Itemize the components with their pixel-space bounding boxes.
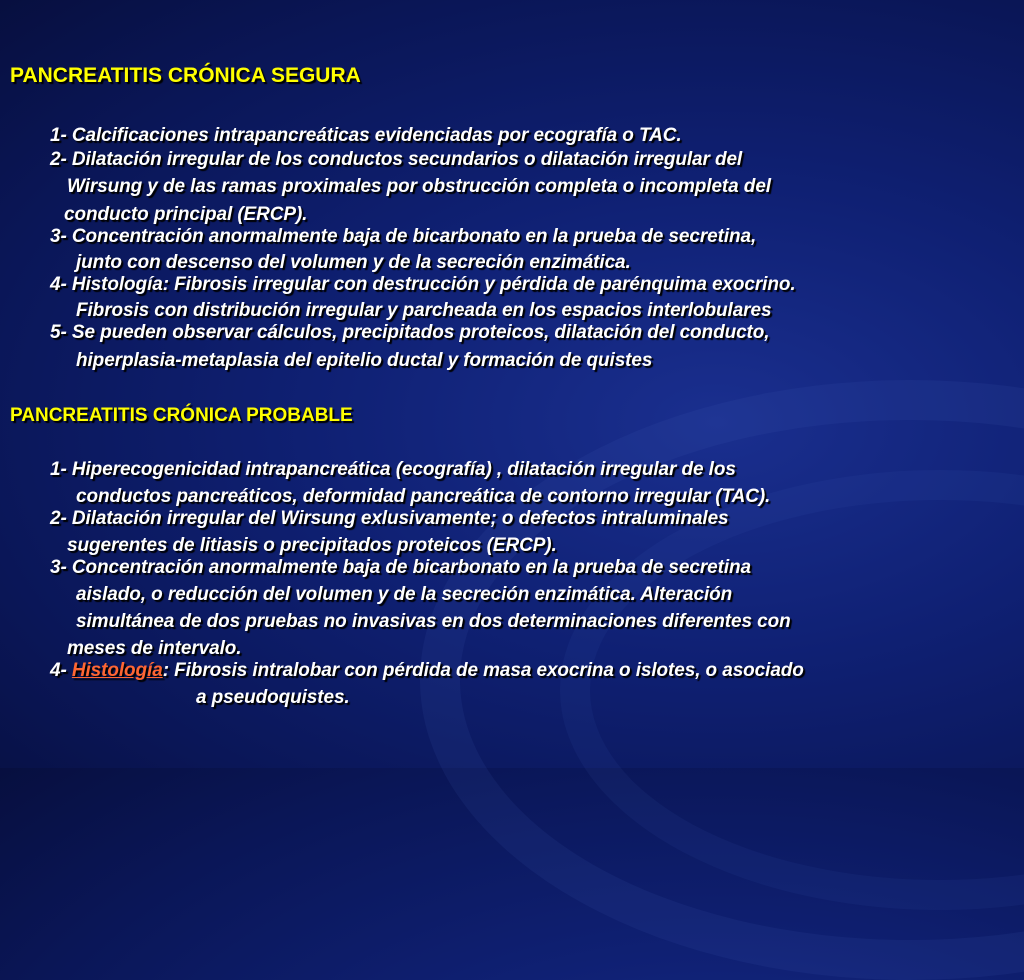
criterion-line: 5- Se pueden observar cálculos, precipitados proteicos, dilatación del conducto, — [50, 322, 770, 343]
criterion-line: 2- Dilatación irregular de los conductos secundarios o dilatación irregular del — [50, 149, 743, 170]
criterion-line: Wirsung y de las ramas proximales por obstrucción completa o incompleta del — [67, 176, 771, 197]
criterion-line: hiperplasia-metaplasia del epitelio ductal y formación de quistes — [76, 350, 653, 371]
criterion-line: 1- Calcificaciones intrapancreáticas evidenciadas por ecografía o TAC. — [50, 125, 682, 146]
histologia-highlight: Histología — [71, 660, 163, 681]
item-text: : Fibrosis intralobar con pérdida de masa exocrina o islotes, o asociado — [162, 660, 804, 681]
criterion-line-histologia — [50, 660, 804, 682]
criterion-line: 1- Hiperecogenicidad intrapancreática (ecografía) , dilatación irregular de los — [50, 459, 736, 480]
criterion-line: conductos pancreáticos, deformidad pancreática de contorno irregular (TAC). — [76, 486, 771, 507]
section-title-segura: PANCREATITIS CRÓNICA SEGURA — [10, 64, 361, 87]
criterion-line: conducto principal (ERCP). — [64, 204, 308, 225]
criterion-line: simultánea de dos pruebas no invasivas en dos determinaciones diferentes con — [76, 611, 791, 632]
criterion-line: aislado, o reducción del volumen y de la secreción enzimática. Alteración — [76, 584, 733, 605]
criterion-line: 4- Histología: Fibrosis irregular con destrucción y pérdida de parénquima exocrino. — [50, 274, 796, 295]
criterion-line: meses de intervalo. — [67, 638, 242, 659]
section-title-probable: PANCREATITIS CRÓNICA PROBABLE — [10, 405, 353, 426]
criterion-line: sugerentes de litiasis o precipitados proteicos (ERCP). — [67, 535, 557, 556]
criterion-line: junto con descenso del volumen y de la secreción enzimática. — [76, 252, 631, 273]
criterion-line: a pseudoquistes. — [196, 687, 350, 708]
criterion-line: 3- Concentración anormalmente baja de bicarbonato en la prueba de secretina — [50, 557, 751, 578]
criterion-line: Fibrosis con distribución irregular y parcheada en los espacios interlobulares — [76, 300, 772, 321]
item-prefix: 4- — [50, 660, 72, 681]
criterion-line: 2- Dilatación irregular del Wirsung exlusivamente; o defectos intraluminales — [50, 508, 729, 529]
criterion-line: 3- Concentración anormalmente baja de bicarbonato en la prueba de secretina, — [50, 226, 757, 247]
